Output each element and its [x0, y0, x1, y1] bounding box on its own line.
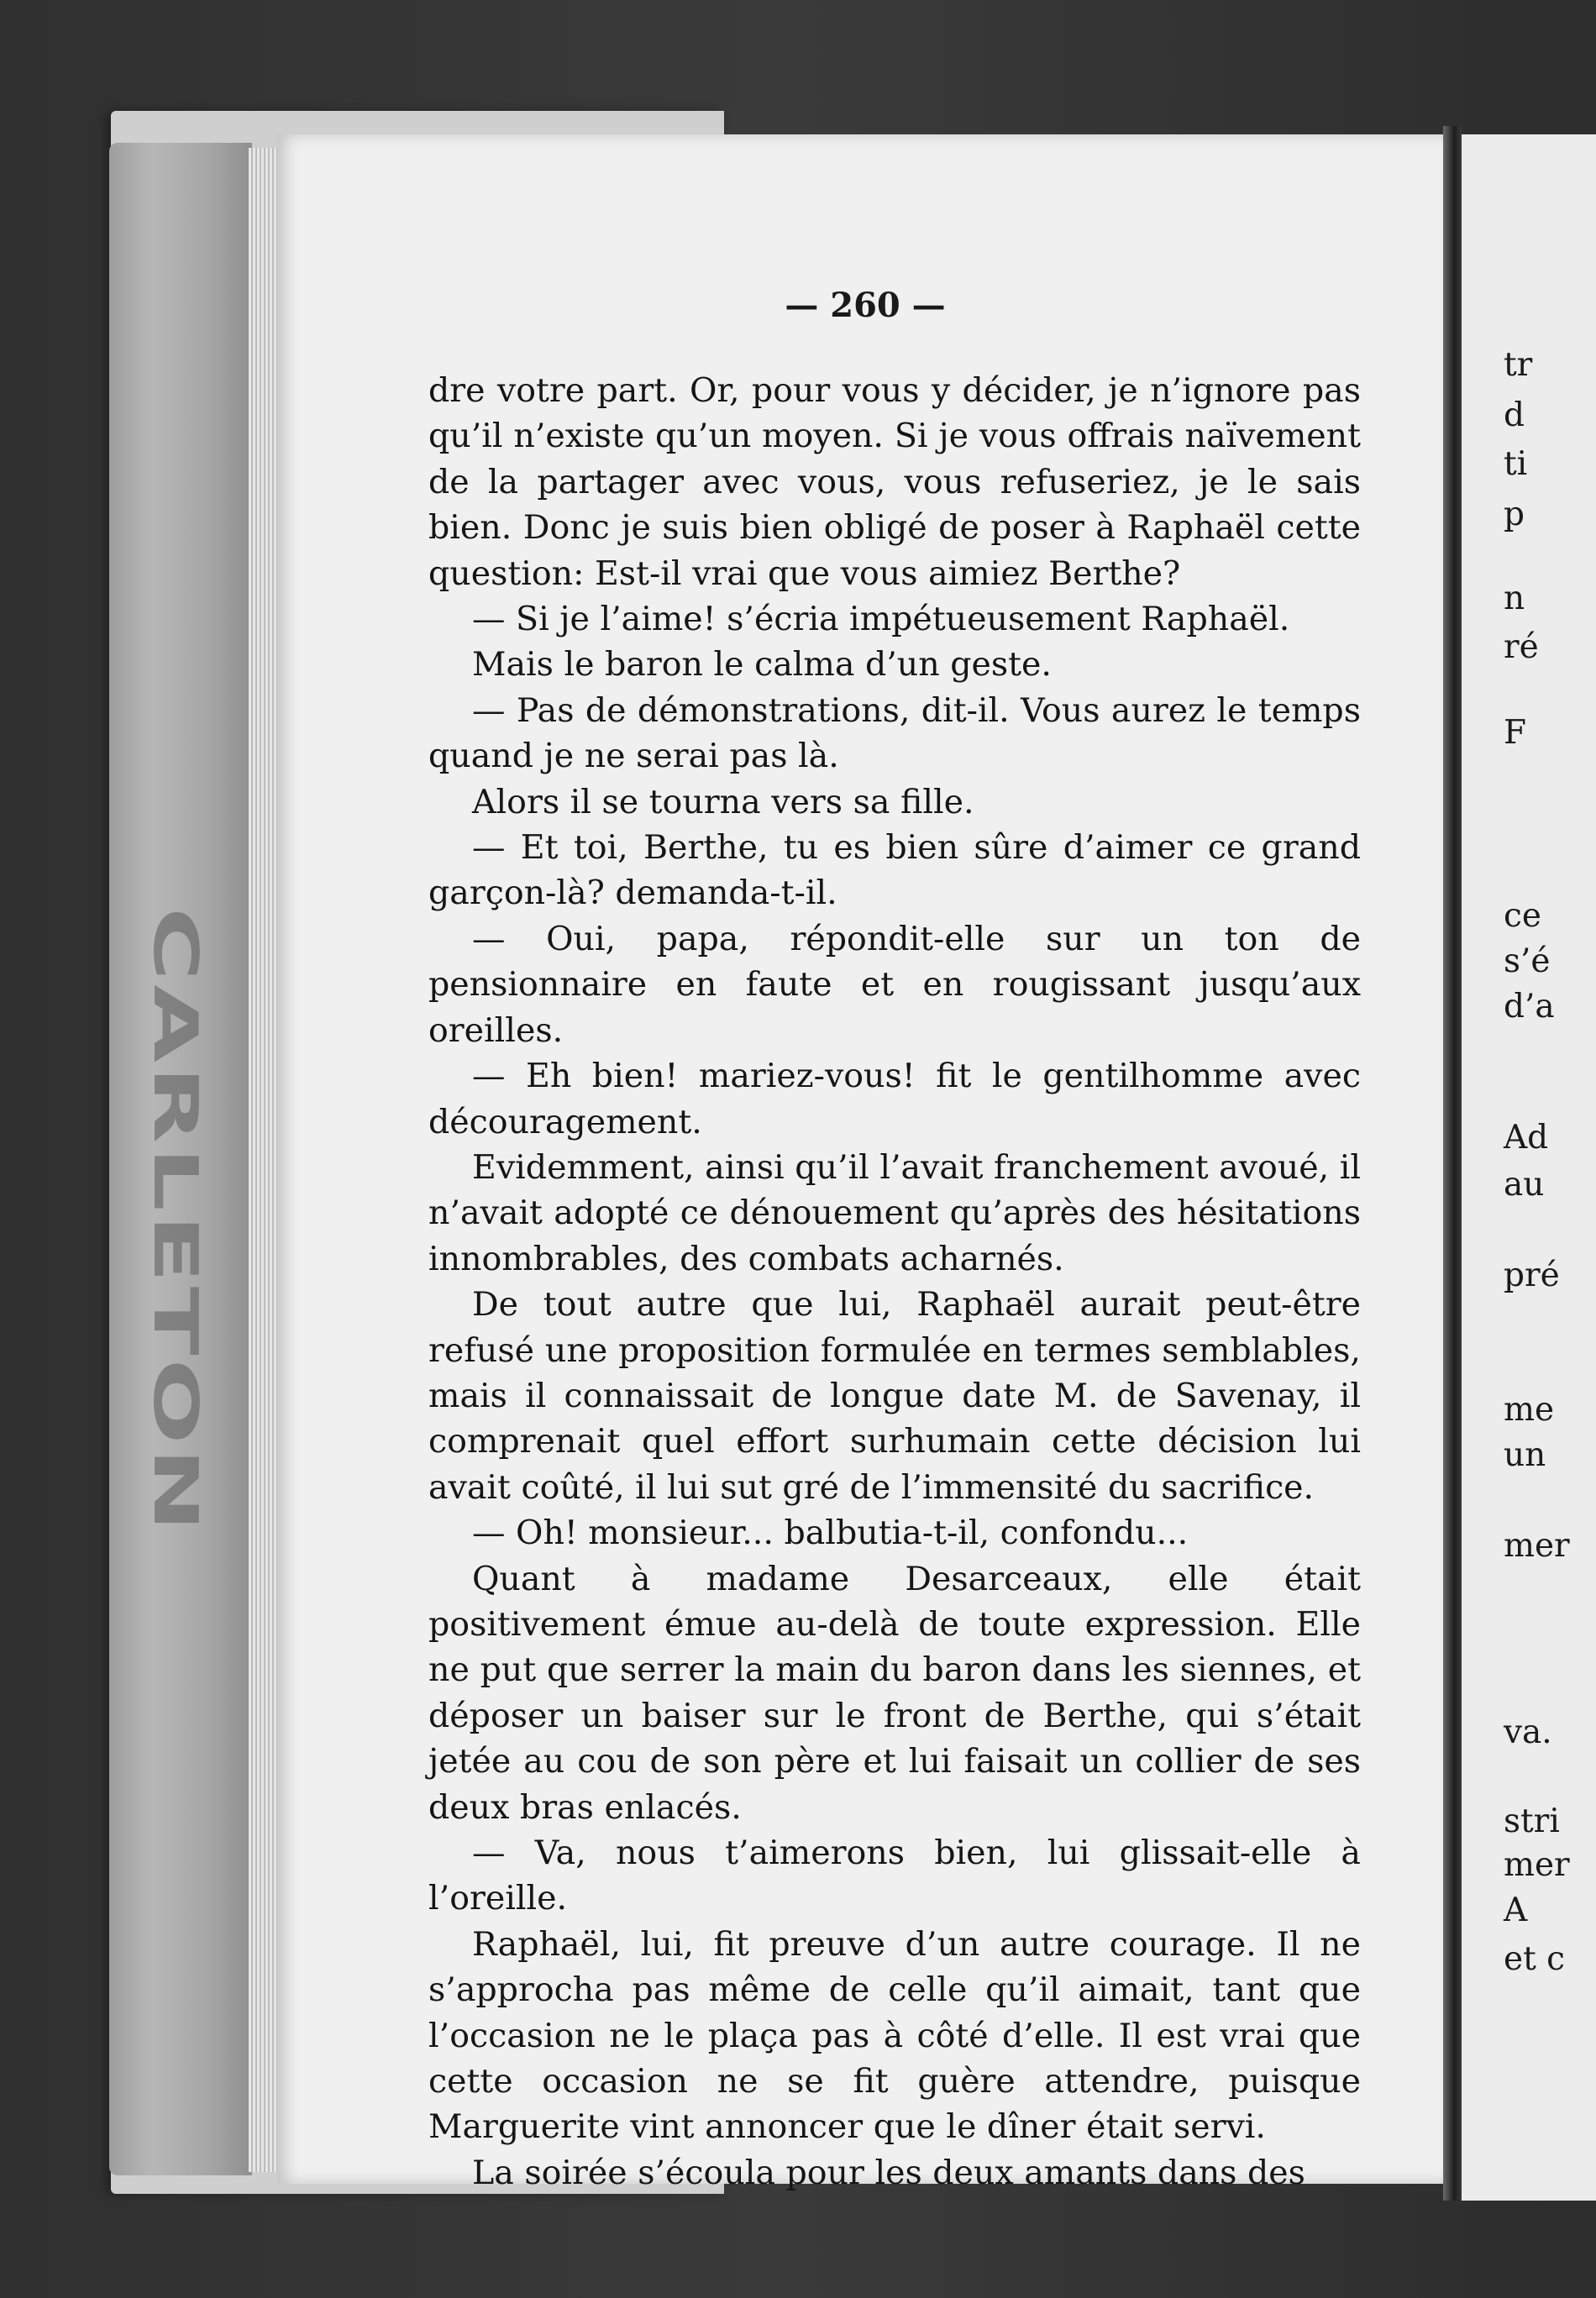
- paragraph: dre votre part. Or, pour vous y décider, je n’ignore pas qu’il n’existe qu’un moyen. Si je vous offrais naïvement de la partager avec vous, vous refuseriez, je le sais bien. Donc je suis bien obligé de poser à Raphaël cette question: Est-il vrai que vous aimiez Berthe?: [428, 371, 1361, 593]
- paragraph: Quant à madame Desarceaux, elle était positivement émue au-delà de toute expression. Elle ne put que serrer la main du baron dans les siennes, et déposer un baiser sur le front de Berthe, qui s’était jetée au cou de son père et lui faisait un collier de ses deux bras enlacés.: [428, 1559, 1361, 1827]
- right-page-fragment: ce: [1504, 897, 1541, 935]
- spine-label: CARLETON: [139, 907, 210, 1536]
- right-page-fragment: d’a: [1504, 988, 1555, 1026]
- paragraph: Alors il se tourna vers sa fille.: [472, 782, 974, 821]
- paragraph: Raphaël, lui, fit preuve d’un autre courage. Il ne s’approcha pas même de celle qu’il aimait, tant que l’occasion ne le plaça pas à côté d’elle. Il est vrai que cette occasion ne se fit guère attendre, puisque Marguerite vint annoncer que le dîner était servi.: [428, 1924, 1361, 2147]
- paragraph: De tout autre que lui, Raphaël aurait peut-être refusé une proposition formulée en termes semblables, mais il connaissait de longue date M. de Savenay, il comprenait quel effort surhumain cette décision lui avait coûté, il lui sut gré de l’immensité du sacrifice.: [428, 1285, 1361, 1507]
- right-page-fragment: mer: [1504, 1527, 1570, 1565]
- paragraph: Evidemment, ainsi qu’il l’avait franchement avoué, il n’avait adopté ce dénouement qu’après des hésitations innombrables, des combats acharnés.: [428, 1147, 1361, 1278]
- right-page-fragment: au: [1504, 1166, 1545, 1204]
- right-page-fragment: me: [1504, 1391, 1555, 1429]
- paragraph: — Oh! monsieur... balbutia-t-il, confondu...: [472, 1514, 1189, 1553]
- right-page-fragment: F: [1504, 714, 1527, 752]
- right-page-fragment: Ad: [1504, 1119, 1549, 1157]
- page-number: — 260 —: [785, 286, 946, 325]
- right-page-fragment: mer: [1504, 1846, 1570, 1884]
- right-page-fragment: pré: [1504, 1257, 1560, 1294]
- paragraph: — Oui, papa, répondit-elle sur un ton de pensionnaire en faute et en rougissant jusqu’aux oreilles.: [428, 919, 1361, 1050]
- right-page-fragment: stri: [1504, 1802, 1560, 1840]
- right-page-fragment: A: [1504, 1891, 1528, 1929]
- right-page-fragment: d: [1504, 396, 1525, 434]
- paragraph: — Pas de démonstrations, dit-il. Vous aurez le temps quand je ne serai pas là.: [428, 690, 1361, 776]
- paragraph: — Si je l’aime! s’écria impétueusement Raphaël.: [472, 600, 1290, 639]
- right-page-fragment: n: [1504, 580, 1525, 617]
- right-page-fragment: va.: [1504, 1713, 1552, 1751]
- right-page-fragment: ré: [1504, 628, 1539, 666]
- right-page-fragment: p: [1504, 496, 1525, 533]
- book-gutter: [1443, 126, 1462, 2201]
- paragraph: — Va, nous t’aimerons bien, lui glissait-elle à l’oreille.: [428, 1834, 1361, 1918]
- page-body: [428, 368, 1361, 2196]
- right-page-fragment: ti: [1504, 445, 1528, 483]
- paragraph: — Eh bien! mariez-vous! fit le gentilhomme avec découragement.: [428, 1057, 1361, 1141]
- right-page-fragment: s’é: [1504, 942, 1551, 980]
- paragraph: La soirée s’écoula pour les deux amants dans des: [472, 2153, 1305, 2192]
- right-page-fragment: tr: [1504, 346, 1533, 384]
- paragraph: Mais le baron le calma d’un geste.: [472, 645, 1052, 685]
- paragraph: — Et toi, Berthe, tu es bien sûre d’aimer ce grand garçon-là? demanda-t-il.: [428, 828, 1361, 913]
- right-page-fragment: un: [1504, 1436, 1546, 1474]
- right-page-fragment: et c: [1504, 1940, 1565, 1978]
